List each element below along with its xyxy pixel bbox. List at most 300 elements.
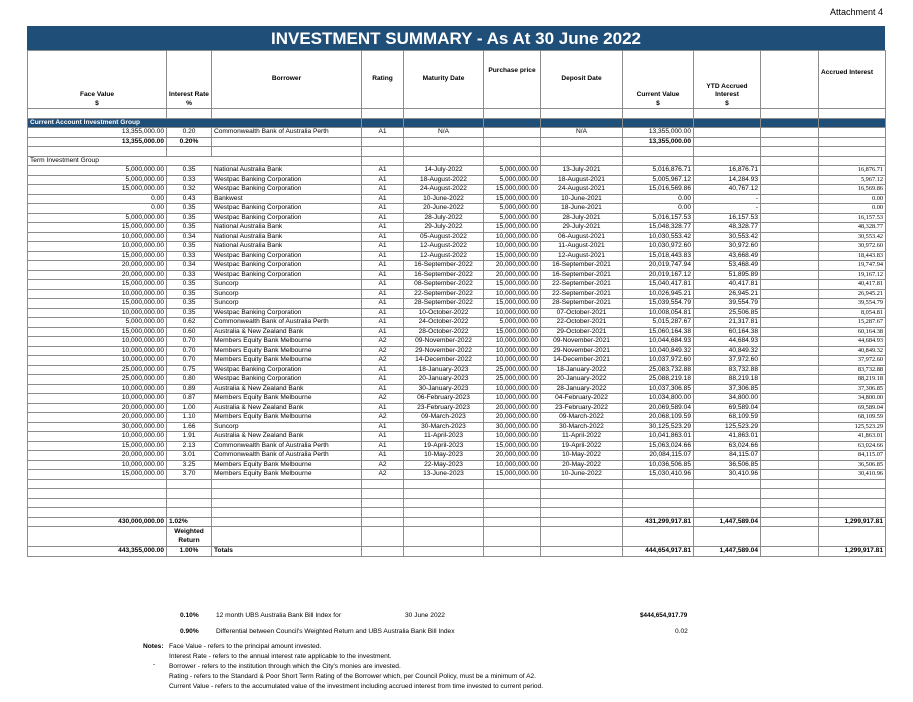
subtotal-current: 13,355,000.00 (623, 137, 694, 147)
cell-rating: A1 (362, 270, 404, 280)
cell-deposit: 30-March-2022 (541, 422, 623, 432)
cell-deposit: 29-November-2021 (541, 346, 623, 356)
cell-accrued: 18,443.83 (819, 251, 886, 261)
cell-accrued: 16,157.53 (819, 213, 886, 223)
cell-purchase: 20,000,000.00 (484, 451, 541, 461)
header-interest-rate (167, 51, 212, 109)
cell-current: 10,041,863.01 (623, 432, 694, 442)
cell-current: 5,016,157.53 (623, 213, 694, 223)
note-line: Current Value - refers to the accumulated value of the investment including accrued interest from time invested to current period. (169, 683, 544, 690)
cell-borrower: National Australia Bank (212, 166, 362, 176)
totals-face: 443,355,000.00 (28, 547, 167, 557)
term-subtotal-ytd: 1,447,589.04 (694, 517, 761, 527)
cell-ytd: 25,506.85 (694, 308, 761, 318)
cell-face: 15,000,000.00 (28, 299, 167, 309)
cell-rating: A1 (362, 175, 404, 185)
cell-maturity: 11-April-2023 (404, 432, 484, 442)
cell-maturity: 30-March-2023 (404, 422, 484, 432)
cell-deposit: 28-September-2021 (541, 299, 623, 309)
cell-rating: A1 (362, 327, 404, 337)
cell-accrued: 84,115.07 (819, 451, 886, 461)
current-account-subtotal (28, 137, 886, 147)
cell-face: 10,000,000.00 (28, 384, 167, 394)
cell-purchase: 20,000,000.00 (484, 403, 541, 413)
attachment-label: Attachment 4 (829, 7, 883, 17)
notes-dash: - (153, 661, 156, 668)
cell-face: 5,000,000.00 (28, 213, 167, 223)
cell-ytd: 41,863.01 (694, 432, 761, 442)
cell-purchase: 10,000,000.00 (484, 289, 541, 299)
cell-deposit: 20-January-2022 (541, 375, 623, 385)
cell-maturity: 13-June-2023 (404, 470, 484, 480)
cell-rate: 0.75 (167, 365, 212, 375)
cell-current: 10,037,972.60 (623, 356, 694, 366)
cell-deposit: 23-February-2022 (541, 403, 623, 413)
cell-maturity: 29-July-2022 (404, 223, 484, 233)
cell-current: 10,037,306.85 (623, 384, 694, 394)
cell-current: 5,005,967.12 (623, 175, 694, 185)
cell-face: 10,000,000.00 (28, 356, 167, 366)
term-subtotal-row (28, 517, 886, 527)
cell-face: 30,000,000.00 (28, 422, 167, 432)
cell-deposit: 10-June-2022 (541, 470, 623, 480)
term-investment-row (28, 223, 886, 233)
header-rate-label: Interest Rate (169, 91, 209, 98)
term-investment-row (28, 384, 886, 394)
cell-ytd: 51,895.89 (694, 270, 761, 280)
cell-ytd: 44,684.93 (694, 337, 761, 347)
cell-rate: 0.35 (167, 308, 212, 318)
cell-borrower: Commonwealth Bank of Australia Perth (212, 128, 362, 138)
cell-accrued: 44,684.93 (819, 337, 886, 347)
term-investment-row (28, 280, 886, 290)
cell-purchase: 15,000,000.00 (484, 441, 541, 451)
cell-borrower: Bankwest (212, 194, 362, 204)
cell-ytd: 30,553.42 (694, 232, 761, 242)
cell-deposit: 10-June-2021 (541, 194, 623, 204)
term-subtotal-accrued: 1,299,917.81 (819, 517, 886, 527)
cell-current: 0.00 (623, 194, 694, 204)
cell-borrower: Members Equity Bank Melbourne (212, 356, 362, 366)
cell-current: 10,034,800.00 (623, 394, 694, 404)
cell-ytd: 83,732.88 (694, 365, 761, 375)
term-investment-row (28, 432, 886, 442)
cell-borrower: National Australia Bank (212, 223, 362, 233)
cell-ytd: 40,417.81 (694, 280, 761, 290)
header-rating: Rating (362, 51, 404, 109)
cell-borrower: Westpac Banking Corporation (212, 175, 362, 185)
cell-purchase: 10,000,000.00 (484, 242, 541, 252)
cell-deposit: 09-March-2022 (541, 413, 623, 423)
header-current-value (623, 51, 694, 109)
cell-borrower: Westpac Banking Corporation (212, 185, 362, 195)
cell-maturity: 23-February-2023 (404, 403, 484, 413)
cell-current: 15,018,443.83 (623, 251, 694, 261)
cell-face: 15,000,000.00 (28, 441, 167, 451)
cell-face: 15,000,000.00 (28, 223, 167, 233)
cell-deposit: 24-August-2021 (541, 185, 623, 195)
term-investment-row (28, 394, 886, 404)
term-investment-row (28, 327, 886, 337)
cell-rating: A1 (362, 204, 404, 214)
cell-borrower: Commonwealth Bank of Australia Perth (212, 451, 362, 461)
cell-current: 10,044,684.93 (623, 337, 694, 347)
cell-borrower: Westpac Banking Corporation (212, 365, 362, 375)
cell-borrower: Westpac Banking Corporation (212, 213, 362, 223)
cell-borrower: Members Equity Bank Melbourne (212, 460, 362, 470)
term-investment-row (28, 413, 886, 423)
cell-rate: 0.35 (167, 166, 212, 176)
cell-deposit: 28-July-2021 (541, 213, 623, 223)
cell-maturity: N/A (404, 128, 484, 138)
spacer-row (28, 147, 886, 157)
cell-rating: A1 (362, 365, 404, 375)
cell-accrued: 63,024.66 (819, 441, 886, 451)
cell-purchase (484, 128, 541, 138)
cell-maturity: 14-July-2022 (404, 166, 484, 176)
term-investment-row (28, 166, 886, 176)
cell-purchase: 20,000,000.00 (484, 413, 541, 423)
term-investment-row (28, 422, 886, 432)
term-investment-row (28, 375, 886, 385)
cell-accrued: 16,876.71 (819, 166, 886, 176)
cell-face: 20,000,000.00 (28, 270, 167, 280)
term-investment-row (28, 261, 886, 271)
cell-rating: A1 (362, 232, 404, 242)
cell-borrower: Westpac Banking Corporation (212, 251, 362, 261)
cell-maturity: 20-January-2023 (404, 375, 484, 385)
cell-rate: 0.43 (167, 194, 212, 204)
cell-rate: 1.66 (167, 422, 212, 432)
cell-face: 10,000,000.00 (28, 394, 167, 404)
cell-rate: 0.20 (167, 128, 212, 138)
cell-deposit: 13-July-2021 (541, 166, 623, 176)
subtotal-rate: 0.20% (167, 137, 212, 147)
header-rate-unit: % (186, 99, 192, 107)
cell-purchase: 5,000,000.00 (484, 166, 541, 176)
cell-maturity: 10-October-2022 (404, 308, 484, 318)
cell-current: 25,083,732.88 (623, 365, 694, 375)
cell-borrower: National Australia Bank (212, 232, 362, 242)
term-investment-row (28, 213, 886, 223)
cell-rate: 0.35 (167, 213, 212, 223)
cell-rate: 0.32 (167, 185, 212, 195)
cell-borrower: Australia & New Zealand Bank (212, 432, 362, 442)
cell-face: 10,000,000.00 (28, 308, 167, 318)
cell-maturity: 28-October-2022 (404, 327, 484, 337)
cell-rate: 1.10 (167, 413, 212, 423)
cell-borrower: Members Equity Bank Melbourne (212, 394, 362, 404)
cell-accrued: 68,109.59 (819, 413, 886, 423)
cell-rating: A1 (362, 384, 404, 394)
term-investment-row (28, 232, 886, 242)
term-investment-row (28, 318, 886, 328)
cell-rate: 3.25 (167, 460, 212, 470)
header-face-unit: $ (95, 99, 99, 107)
cell-face: 15,000,000.00 (28, 280, 167, 290)
cell-accrued: 40,849.32 (819, 346, 886, 356)
cell-rating: A1 (362, 280, 404, 290)
cell-deposit: 28-January-2022 (541, 384, 623, 394)
spacer-row (28, 508, 886, 518)
header-current-unit: $ (656, 99, 660, 107)
cell-rating: A1 (362, 432, 404, 442)
cell-current: 15,016,569.86 (623, 185, 694, 195)
cell-rating: A1 (362, 441, 404, 451)
benchmark-rate-1: 0.10% (180, 612, 199, 619)
cell-face: 10,000,000.00 (28, 346, 167, 356)
cell-face: 5,000,000.00 (28, 166, 167, 176)
cell-ytd: 68,109.59 (694, 413, 761, 423)
cell-ytd: 69,589.04 (694, 403, 761, 413)
cell-rate: 0.34 (167, 232, 212, 242)
cell-rating: A1 (362, 403, 404, 413)
cell-maturity: 12-August-2022 (404, 242, 484, 252)
note-line: Borrower - refers to the institution through which the City's monies are invested. (169, 663, 401, 670)
totals-ytd: 1,447,589.04 (694, 547, 761, 557)
cell-rate: 0.35 (167, 289, 212, 299)
cell-purchase: 30,000,000.00 (484, 422, 541, 432)
cell-deposit: 16-September-2021 (541, 270, 623, 280)
cell-borrower: Westpac Banking Corporation (212, 375, 362, 385)
cell-deposit: 06-August-2021 (541, 232, 623, 242)
cell-accrued: 0.00 (819, 204, 886, 214)
cell-maturity: 09-March-2023 (404, 413, 484, 423)
cell-maturity: 20-June-2022 (404, 204, 484, 214)
cell-face: 10,000,000.00 (28, 432, 167, 442)
cell-deposit: N/A (541, 128, 623, 138)
cell-accrued: 15,287.67 (819, 318, 886, 328)
term-investment-row (28, 270, 886, 280)
cell-current: 20,019,167.12 (623, 270, 694, 280)
cell-face: 10,000,000.00 (28, 242, 167, 252)
cell-accrued: 60,164.38 (819, 327, 886, 337)
cell-deposit: 09-November-2021 (541, 337, 623, 347)
cell-borrower: Suncorp (212, 422, 362, 432)
cell-maturity: 29-November-2022 (404, 346, 484, 356)
cell-maturity: 24-October-2022 (404, 318, 484, 328)
cell-ytd: 63,024.66 (694, 441, 761, 451)
cell-maturity: 30-January-2023 (404, 384, 484, 394)
cell-borrower: Commonwealth Bank of Australia Perth (212, 318, 362, 328)
cell-rate: 3.01 (167, 451, 212, 461)
cell-accrued: 19,167.12 (819, 270, 886, 280)
cell-face: 25,000,000.00 (28, 365, 167, 375)
cell-accrued: 19,747.94 (819, 261, 886, 271)
cell-ytd: - (694, 204, 761, 214)
cell-purchase: 5,000,000.00 (484, 175, 541, 185)
header-ytd (694, 51, 761, 109)
cell-current: 10,030,972.60 (623, 242, 694, 252)
cell-face: 20,000,000.00 (28, 261, 167, 271)
cell-rating: A1 (362, 318, 404, 328)
cell-purchase: 10,000,000.00 (484, 460, 541, 470)
cell-maturity: 12-August-2022 (404, 251, 484, 261)
cell-current: 15,063,024.66 (623, 441, 694, 451)
cell-rate: 0.70 (167, 337, 212, 347)
cell-purchase: 15,000,000.00 (484, 194, 541, 204)
cell-purchase: 20,000,000.00 (484, 270, 541, 280)
term-subtotal-current: 431,299,917.81 (623, 517, 694, 527)
cell-borrower: Members Equity Bank Melbourne (212, 346, 362, 356)
header-face-value (28, 51, 167, 109)
cell-deposit: 16-September-2021 (541, 261, 623, 271)
cell-purchase: 15,000,000.00 (484, 280, 541, 290)
cell-purchase: 15,000,000.00 (484, 185, 541, 195)
cell-ytd: 30,410.96 (694, 470, 761, 480)
cell-ytd: 84,115.07 (694, 451, 761, 461)
cell-face: 10,000,000.00 (28, 337, 167, 347)
cell-accrued: 37,306.85 (819, 384, 886, 394)
cell-deposit: 19-April-2022 (541, 441, 623, 451)
cell-rate: 0.33 (167, 251, 212, 261)
cell-deposit: 18-August-2021 (541, 175, 623, 185)
header-spacer (761, 51, 819, 109)
cell-rating: A1 (362, 289, 404, 299)
cell-deposit: 14-December-2021 (541, 356, 623, 366)
cell-current: 10,030,553.42 (623, 232, 694, 242)
cell-current: 30,125,523.29 (623, 422, 694, 432)
cell-current: 15,060,164.38 (623, 327, 694, 337)
cell-ytd: 14,284.93 (694, 175, 761, 185)
term-investment-row (28, 346, 886, 356)
cell-accrued: 39,554.79 (819, 299, 886, 309)
header-maturity: Maturity Date (404, 51, 484, 109)
cell-current: 15,048,328.77 (623, 223, 694, 233)
cell-rating: A1 (362, 223, 404, 233)
cell-current: 10,036,506.85 (623, 460, 694, 470)
cell-rate: 0.35 (167, 204, 212, 214)
cell-ytd: 36,506.85 (694, 460, 761, 470)
cell-borrower: Westpac Banking Corporation (212, 261, 362, 271)
cell-accrued: 83,732.88 (819, 365, 886, 375)
cell-rate: 0.80 (167, 375, 212, 385)
cell-face: 0.00 (28, 204, 167, 214)
cell-maturity: 28-July-2022 (404, 213, 484, 223)
cell-rating: A1 (362, 166, 404, 176)
term-investment-row (28, 460, 886, 470)
cell-deposit: 11-August-2021 (541, 242, 623, 252)
benchmark-text-2: Differential between Council's Weighted Return and UBS Australia Bank Bill Index (216, 628, 455, 635)
cell-accrued: 30,410.96 (819, 470, 886, 480)
cell-borrower: Members Equity Bank Melbourne (212, 413, 362, 423)
cell-rating: A1 (362, 194, 404, 204)
cell-maturity: 10-May-2023 (404, 451, 484, 461)
cell-face: 20,000,000.00 (28, 451, 167, 461)
cell-face: 10,000,000.00 (28, 289, 167, 299)
cell-borrower: Commonwealth Bank of Australia Perth (212, 441, 362, 451)
term-investment-row (28, 185, 886, 195)
cell-rating: A2 (362, 413, 404, 423)
header-purchase: Purchase price (484, 51, 541, 109)
cell-purchase: 10,000,000.00 (484, 394, 541, 404)
cell-purchase: 15,000,000.00 (484, 251, 541, 261)
cell-face: 5,000,000.00 (28, 318, 167, 328)
cell-deposit: 11-April-2022 (541, 432, 623, 442)
cell-rating: A1 (362, 251, 404, 261)
current-account-label: Current Account Investment Group (28, 118, 362, 128)
cell-deposit: 29-October-2021 (541, 327, 623, 337)
cell-maturity: 16-September-2022 (404, 270, 484, 280)
cell-deposit: 22-September-2021 (541, 289, 623, 299)
note-line: Face Value - refers to the principal amount invested. (169, 643, 322, 650)
cell-current: 20,084,115.07 (623, 451, 694, 461)
cell-rate: 0.35 (167, 280, 212, 290)
cell-face: 15,000,000.00 (28, 327, 167, 337)
cell-rate: 3.70 (167, 470, 212, 480)
cell-accrued: 5,967.12 (819, 175, 886, 185)
term-investment-row (28, 308, 886, 318)
spacer-row (28, 109, 886, 119)
term-investment-row (28, 403, 886, 413)
current-account-row (28, 128, 886, 138)
header-accrued: Accrued Interest (819, 51, 886, 109)
cell-rating: A1 (362, 299, 404, 309)
cell-rating: A1 (362, 375, 404, 385)
cell-ytd: 60,164.38 (694, 327, 761, 337)
cell-face: 10,000,000.00 (28, 232, 167, 242)
cell-rating: A1 (362, 261, 404, 271)
cell-maturity: 22-May-2023 (404, 460, 484, 470)
cell-rating: A1 (362, 128, 404, 138)
cell-borrower: Australia & New Zealand Bank (212, 403, 362, 413)
weighted-return-row (28, 527, 886, 547)
cell-ytd: - (694, 194, 761, 204)
cell-face: 15,000,000.00 (28, 470, 167, 480)
cell-current: 10,008,054.81 (623, 308, 694, 318)
cell-borrower: Members Equity Bank Melbourne (212, 337, 362, 347)
cell-current: 20,068,109.59 (623, 413, 694, 423)
cell-rate: 0.35 (167, 299, 212, 309)
cell-ytd: 34,800.00 (694, 394, 761, 404)
notes-label: Notes: (143, 643, 164, 650)
term-investment-row (28, 194, 886, 204)
cell-deposit: 10-May-2022 (541, 451, 623, 461)
cell-rating: A1 (362, 242, 404, 252)
notes-section (143, 642, 543, 692)
cell-accrued: 30,553.42 (819, 232, 886, 242)
term-investment-row (28, 356, 886, 366)
cell-rate: 2.13 (167, 441, 212, 451)
cell-rating: A1 (362, 185, 404, 195)
cell-ytd: 16,157.53 (694, 213, 761, 223)
cell-rating: A2 (362, 470, 404, 480)
cell-accrued: 34,800.00 (819, 394, 886, 404)
term-investment-row (28, 299, 886, 309)
cell-deposit: 20-May-2022 (541, 460, 623, 470)
term-group-heading (28, 156, 886, 166)
cell-rate: 1.91 (167, 432, 212, 442)
totals-rate: 1.00% (167, 547, 212, 557)
benchmark-rate-2: 0.90% (180, 628, 199, 635)
cell-ytd: 26,945.21 (694, 289, 761, 299)
cell-accrued: 48,328.77 (819, 223, 886, 233)
cell-purchase: 25,000,000.00 (484, 365, 541, 375)
cell-face: 20,000,000.00 (28, 413, 167, 423)
cell-rating: A2 (362, 346, 404, 356)
totals-label: Totals (212, 547, 362, 557)
cell-purchase: 10,000,000.00 (484, 337, 541, 347)
cell-ytd: 40,767.12 (694, 185, 761, 195)
cell-rate: 0.33 (167, 175, 212, 185)
cell-purchase: 5,000,000.00 (484, 318, 541, 328)
header-row (28, 51, 886, 109)
benchmark-text-1: 12 month UBS Australia Bank Bill Index for (216, 612, 341, 619)
cell-accrued: 88,219.18 (819, 375, 886, 385)
cell-accrued: 8,054.81 (819, 308, 886, 318)
cell-rating: A2 (362, 394, 404, 404)
cell-face: 0.00 (28, 194, 167, 204)
